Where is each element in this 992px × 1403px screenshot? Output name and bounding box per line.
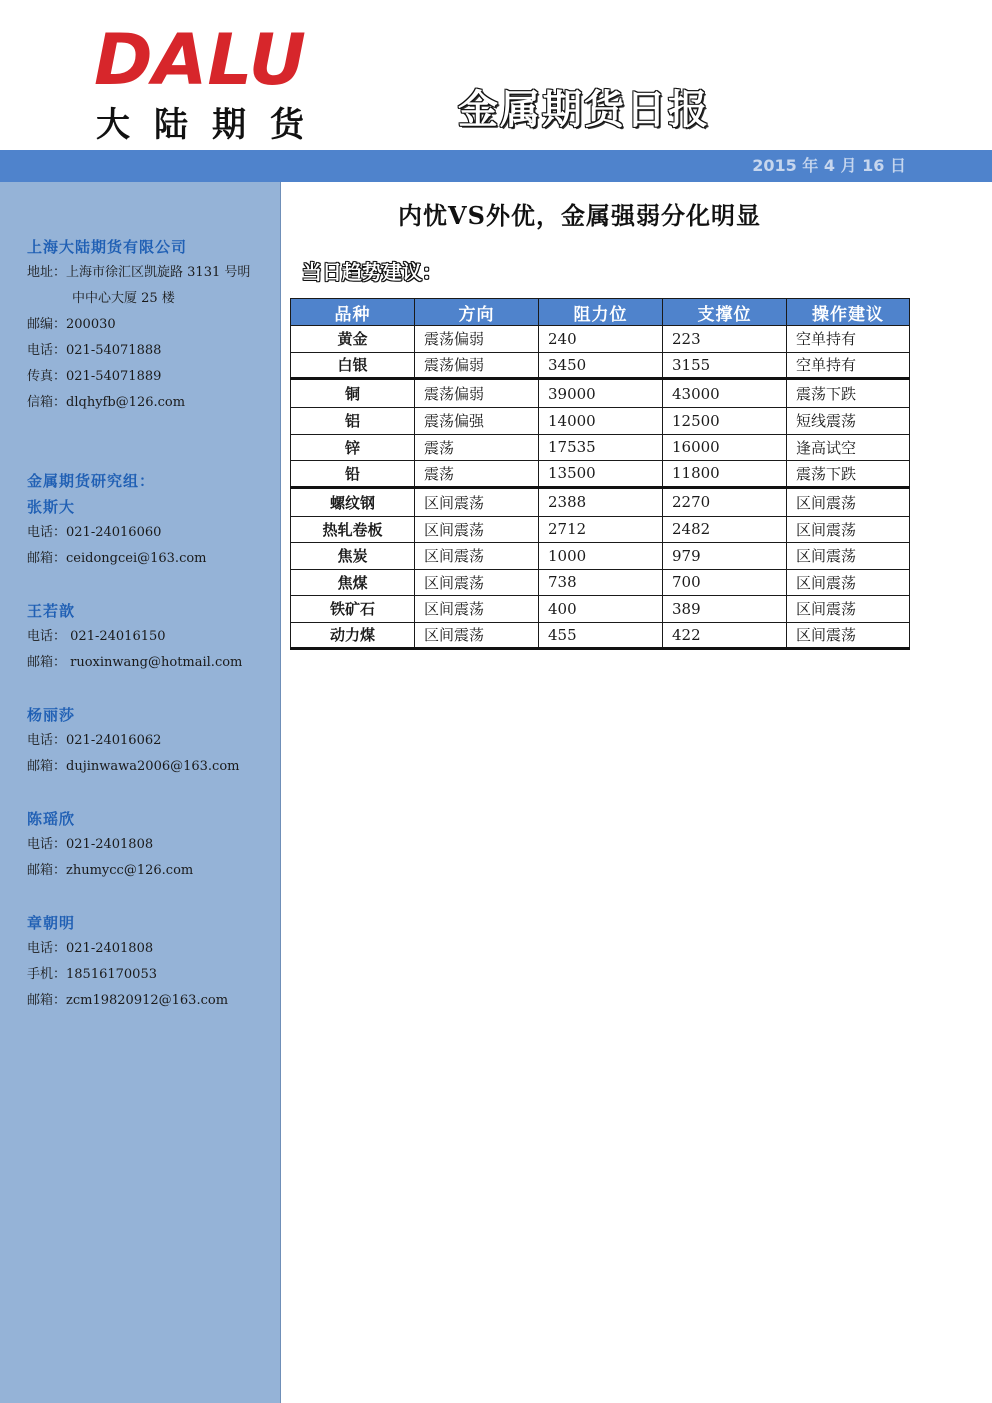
researcher-email-link[interactable]: zcm19820912@163.com — [66, 993, 229, 1008]
cell-advice: 震荡下跌 — [787, 461, 910, 488]
report-date: 2015 年 4 月 16 日 — [752, 156, 906, 175]
cell-variety: 白银 — [291, 352, 415, 379]
table-row — [291, 487, 910, 516]
cell-advice: 区间震荡 — [787, 596, 910, 623]
phone-line: 电话：021-54071888 — [27, 343, 162, 358]
cell-direction: 震荡偏强 — [415, 408, 539, 435]
table-row — [291, 434, 910, 461]
researcher-card — [27, 702, 240, 780]
cell-advice: 空单持有 — [787, 326, 910, 353]
researcher-email-link[interactable]: ceidongcei@163.com — [66, 551, 207, 566]
cell-resistance: 1000 — [539, 543, 663, 570]
cell-support: 2270 — [663, 487, 787, 516]
cell-direction: 震荡偏弱 — [415, 379, 539, 408]
table-row — [291, 569, 910, 596]
logo-wordmark: DALU — [94, 22, 306, 101]
cell-direction: 震荡 — [415, 434, 539, 461]
researcher-email: 邮箱：dujinwawa2006@163.com — [27, 759, 240, 774]
table-header-row — [291, 299, 910, 326]
table-row — [291, 622, 910, 649]
cell-direction: 区间震荡 — [415, 569, 539, 596]
researcher-email: 邮箱：zhumycc@126.com — [27, 863, 194, 878]
cell-direction: 区间震荡 — [415, 516, 539, 543]
cell-variety: 焦煤 — [291, 569, 415, 596]
col-header-advice: 操作建议 — [787, 299, 910, 326]
table-row — [291, 326, 910, 353]
cell-resistance: 738 — [539, 569, 663, 596]
cell-support: 979 — [663, 543, 787, 570]
cell-resistance: 14000 — [539, 408, 663, 435]
cell-variety: 动力煤 — [291, 622, 415, 649]
cell-resistance: 400 — [539, 596, 663, 623]
researcher-phone: 电话：021-24016062 — [27, 733, 162, 748]
researcher-email: 邮箱： ruoxinwang@hotmail.com — [27, 655, 243, 670]
trend-table — [290, 298, 910, 650]
cell-variety: 热轧卷板 — [291, 516, 415, 543]
cell-advice: 区间震荡 — [787, 622, 910, 649]
cell-variety: 铝 — [291, 408, 415, 435]
address-line: 地址：上海市徐汇区凯旋路 3131 号明 — [27, 265, 251, 280]
cell-support: 2482 — [663, 516, 787, 543]
cell-variety: 螺纹钢 — [291, 487, 415, 516]
cell-variety: 锌 — [291, 434, 415, 461]
logo-chinese-name: 大陆期货 — [96, 105, 304, 144]
researcher-phone: 电话： 021-24016150 — [27, 629, 166, 644]
researcher-card — [27, 910, 228, 1014]
cell-advice: 区间震荡 — [787, 487, 910, 516]
cell-resistance: 2712 — [539, 516, 663, 543]
researcher-email: 邮箱：ceidongcei@163.com — [27, 551, 207, 566]
cell-support: 11800 — [663, 461, 787, 488]
researcher-phone: 电话：021-2401808 — [27, 941, 154, 956]
col-header-support: 支撑位 — [663, 299, 787, 326]
cell-advice: 区间震荡 — [787, 569, 910, 596]
table-row — [291, 516, 910, 543]
cell-support: 700 — [663, 569, 787, 596]
cell-support: 223 — [663, 326, 787, 353]
fax-line: 传真：021-54071889 — [27, 369, 162, 384]
headline: 内忧VS外优，金属强弱分化明显 — [398, 201, 761, 230]
cell-variety: 铁矿石 — [291, 596, 415, 623]
col-header-variety: 品种 — [291, 299, 415, 326]
col-header-resistance: 阻力位 — [539, 299, 663, 326]
section-title: 当日趋势建议： — [302, 260, 442, 284]
researcher-group — [27, 468, 207, 572]
cell-variety: 黄金 — [291, 326, 415, 353]
cell-support: 43000 — [663, 379, 787, 408]
researcher-name: 杨丽莎 — [27, 706, 76, 724]
table-row — [291, 461, 910, 488]
researcher-mobile: 手机：18516170053 — [27, 967, 157, 982]
report-title: 金属期货日报 — [458, 87, 710, 133]
cell-variety: 铅 — [291, 461, 415, 488]
cell-resistance: 240 — [539, 326, 663, 353]
cell-direction: 震荡 — [415, 461, 539, 488]
researcher-email-link[interactable]: dujinwawa2006@163.com — [66, 759, 240, 774]
company-name: 上海大陆期货有限公司 — [27, 238, 188, 256]
cell-direction: 区间震荡 — [415, 487, 539, 516]
researcher-card — [27, 598, 242, 676]
cell-direction: 震荡偏弱 — [415, 352, 539, 379]
postcode-line: 邮编：200030 — [27, 317, 116, 332]
dalu-logo — [92, 22, 314, 144]
cell-resistance: 17535 — [539, 434, 663, 461]
address-line-2: 中中心大厦 25 楼 — [72, 291, 175, 306]
cell-support: 422 — [663, 622, 787, 649]
table-row — [291, 379, 910, 408]
cell-advice: 空单持有 — [787, 352, 910, 379]
cell-direction: 区间震荡 — [415, 543, 539, 570]
researcher-email-link[interactable]: ruoxinwang@hotmail.com — [66, 655, 243, 670]
cell-advice: 区间震荡 — [787, 543, 910, 570]
cell-support: 3155 — [663, 352, 787, 379]
cell-direction: 区间震荡 — [415, 622, 539, 649]
cell-advice: 逢高试空 — [787, 434, 910, 461]
cell-resistance: 3450 — [539, 352, 663, 379]
researcher-email-link[interactable]: zhumycc@126.com — [66, 863, 194, 878]
cell-advice: 短线震荡 — [787, 408, 910, 435]
table-row — [291, 543, 910, 570]
cell-support: 389 — [663, 596, 787, 623]
researcher-name: 王若歆 — [27, 602, 76, 620]
researcher-email: 邮箱：zcm19820912@163.com — [27, 993, 229, 1008]
researcher-card — [27, 806, 193, 884]
cell-resistance: 13500 — [539, 461, 663, 488]
cell-resistance: 2388 — [539, 487, 663, 516]
date-bar — [0, 150, 992, 182]
table-row — [291, 596, 910, 623]
cell-support: 16000 — [663, 434, 787, 461]
cell-resistance: 39000 — [539, 379, 663, 408]
cell-variety: 铜 — [291, 379, 415, 408]
col-header-direction: 方向 — [415, 299, 539, 326]
researcher-name: 张斯大 — [27, 498, 76, 516]
researcher-phone: 电话：021-24016060 — [27, 525, 162, 540]
cell-resistance: 455 — [539, 622, 663, 649]
researcher-name: 陈瑶欣 — [27, 810, 76, 828]
cell-advice: 震荡下跌 — [787, 379, 910, 408]
researcher-phone: 电话：021-2401808 — [27, 837, 154, 852]
cell-direction: 区间震荡 — [415, 596, 539, 623]
cell-advice: 区间震荡 — [787, 516, 910, 543]
table-row — [291, 352, 910, 379]
cell-support: 12500 — [663, 408, 787, 435]
group-title: 金属期货研究组： — [27, 472, 156, 490]
email-line: 信箱：dlqhyfb@126.com — [27, 395, 186, 410]
company-email-link[interactable]: dlqhyfb@126.com — [66, 395, 186, 410]
researcher-name: 章朝明 — [27, 914, 76, 932]
table-row — [291, 408, 910, 435]
company-info — [27, 234, 250, 416]
cell-direction: 震荡偏弱 — [415, 326, 539, 353]
cell-variety: 焦炭 — [291, 543, 415, 570]
